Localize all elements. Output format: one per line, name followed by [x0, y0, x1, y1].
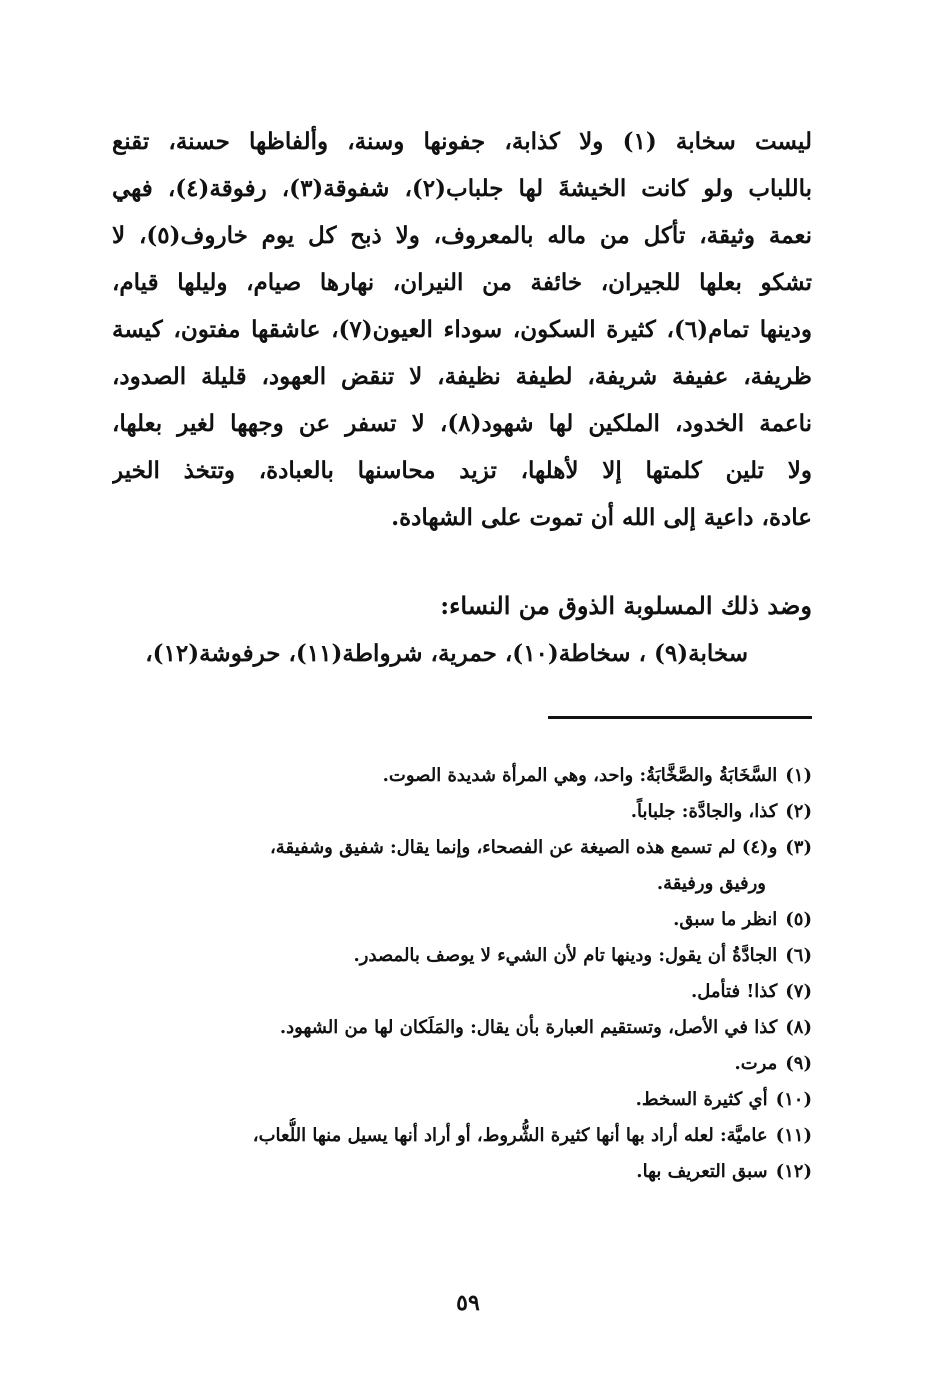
footnote-number: (٥) [785, 909, 812, 930]
footnote-12 [112, 1154, 812, 1190]
footnote-text: انظر ما سبق. [673, 909, 778, 930]
footnote-3-continuation: ورفيق ورفيقة. [656, 873, 766, 894]
paragraph-line: ظريفة، عفيفة شريفة، لطيفة نظيفة، لا تنقض العهود، قليلة الصدود، [112, 363, 812, 390]
footnote-text: و(٤) لم تسمع هذه الصيغة عن الفصحاء، وإنما يقال: شفيق وشفيقة، [270, 837, 778, 858]
footnote-text: كذا، والجادَّة: جلباباً. [630, 801, 778, 822]
footnote-text: كذا في الأصل، وتستقيم العبارة بأن يقال: والمَلَكان لها من الشهود. [279, 1017, 778, 1038]
footnote-number: (١٠) [775, 1089, 812, 1110]
footnote-3 [112, 830, 812, 866]
footnote-2 [112, 794, 812, 830]
footnote-7 [112, 974, 812, 1010]
footnote-11 [112, 1118, 812, 1154]
footnote-number: (٧) [785, 981, 812, 1002]
footnote-number: (٨) [785, 1017, 812, 1038]
footnote-text: كذا! فتأمل. [691, 981, 778, 1002]
footnote-5 [112, 902, 812, 938]
footnote-separator [548, 716, 812, 719]
footnote-text: الجادَّةُ أن يقول: ودينها تام لأن الشيء لا يوصف بالمصدر. [353, 945, 778, 966]
section-heading: وضد ذلك المسلوبة الذوق من النساء: [440, 591, 812, 620]
footnote-number: (٩) [785, 1053, 812, 1074]
footnote-1 [112, 758, 812, 794]
paragraph-line: عادة، داعية إلى الله أن تموت على الشهادة. [391, 504, 812, 531]
footnote-text: عاميَّة: لعله أراد بها أنها كثيرة الشُّروط، أو أراد أنها يسيل منها اللُّعاب، [252, 1125, 768, 1146]
paragraph-line: ودينها تمام(٦)، كثيرة السكون، سوداء العيون(٧)، عاشقها مفتون، كيسة [112, 316, 812, 343]
footnote-number: (٢) [785, 801, 812, 822]
footnote-number: (٣) [785, 837, 812, 858]
paragraph-line: نعمة وثيقة، تأكل من ماله بالمعروف، ولا ذبح كل يوم خاروف(٥)، لا [112, 222, 812, 249]
footnote-number: (١١) [775, 1125, 812, 1146]
footnote-6 [112, 938, 812, 974]
paragraph-line: تشكو بعلها للجيران، خائفة من النيران، نهارها صيام، وليلها قيام، [112, 269, 812, 296]
paragraph-line: ناعمة الخدود، الملكين لها شهود(٨)، لا تسفر عن وجهها لغير بعلها، [112, 410, 812, 437]
main-paragraph [112, 118, 812, 541]
footnote-number: (١٢) [775, 1161, 812, 1182]
footnotes [112, 758, 812, 1190]
paragraph-line: باللباب ولو كانت الخيشةَ لها جلباب(٢)، شفوقة(٣)، رفوقة(٤)، فهي [112, 175, 812, 202]
footnote-number: (١) [785, 765, 812, 786]
word-list-line: سخابة(٩) ، سخاطة(١٠)، حمرية، شرواطة(١١)، حرفوشة(١٢)، [145, 640, 748, 667]
footnote-9 [112, 1046, 812, 1082]
footnote-text: أي كثيرة السخط. [635, 1089, 768, 1110]
paragraph-line: ليست سخابة (١) ولا كذابة، جفونها وسنة، وألفاظها حسنة، تقنع [112, 128, 812, 155]
footnote-text: سبق التعريف بها. [636, 1161, 768, 1182]
paragraph-line: ولا تلين كلمتها إلا لأهلها، تزيد محاسنها بالعبادة، وتتخذ الخير [112, 457, 812, 484]
footnote-text: مرت. [734, 1053, 778, 1074]
footnote-text: السَّخَابَةُ والصَّخَّابَةُ: واحد، وهي المرأة شديدة الصوت. [382, 765, 778, 786]
footnote-10 [112, 1082, 812, 1118]
footnote-number: (٦) [785, 945, 812, 966]
page-number: ٥٩ [456, 1290, 480, 1316]
footnote-8 [112, 1010, 812, 1046]
